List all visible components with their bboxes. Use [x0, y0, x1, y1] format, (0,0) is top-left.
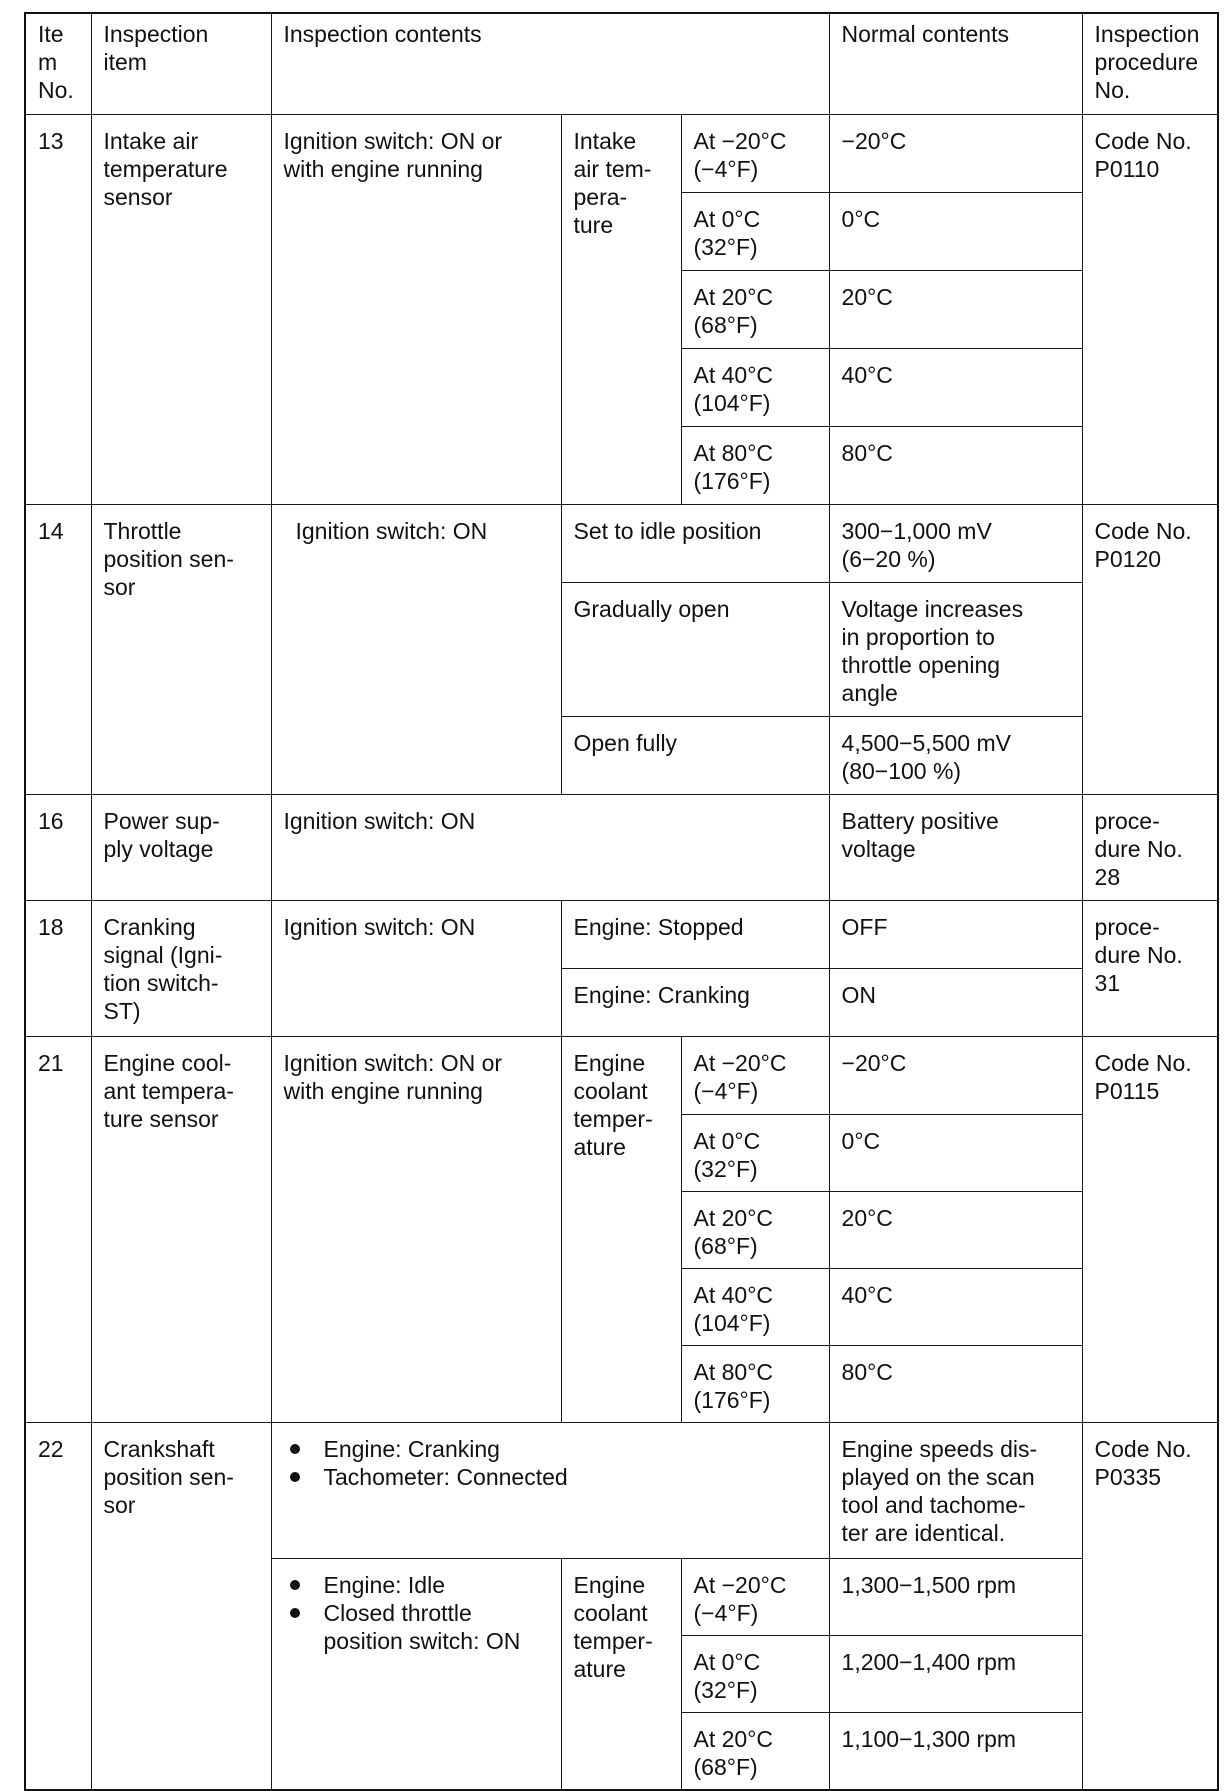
table-row — [25, 1423, 1218, 1559]
procedure-16: proce- dure No. 28 — [1082, 795, 1218, 901]
item-name-16: Power sup- ply voltage — [91, 795, 271, 901]
table-row — [25, 1037, 1218, 1115]
value-14-1: Voltage increases in proportion to throttle opening angle — [829, 583, 1082, 717]
temp-22-2: At 20°C (68°F) — [681, 1713, 829, 1791]
value-13-2: 20°C — [829, 271, 1082, 349]
temp-21-2: At 20°C (68°F) — [681, 1192, 829, 1269]
condition-22-b — [271, 1559, 561, 1791]
header-normal-contents: Normal contents — [829, 13, 1082, 115]
item-no-22: 22 — [25, 1423, 91, 1791]
procedure-18: proce- dure No. 31 — [1082, 901, 1218, 1037]
value-18-0: OFF — [829, 901, 1082, 969]
check-18-0: Engine: Stopped — [561, 901, 829, 969]
value-13-0: −20°C — [829, 115, 1082, 193]
condition-13: Ignition switch: ON or with engine running — [271, 115, 561, 505]
condition-21: Ignition switch: ON or with engine running — [271, 1037, 561, 1423]
value-14-0: 300−1,000 mV (6−20 %) — [829, 505, 1082, 583]
temp-13-3: At 40°C (104°F) — [681, 349, 829, 427]
bullet-item: Engine: Cranking — [284, 1435, 819, 1463]
item-no-18: 18 — [25, 901, 91, 1037]
temp-21-1: At 0°C (32°F) — [681, 1115, 829, 1192]
condition-22-a — [271, 1423, 829, 1559]
item-no-13: 13 — [25, 115, 91, 505]
temp-21-3: At 40°C (104°F) — [681, 1269, 829, 1346]
header-inspection-item: Inspection item — [91, 13, 271, 115]
value-22-1: 1,200−1,400 rpm — [829, 1636, 1082, 1713]
item-name-13: Intake air temperature sensor — [91, 115, 271, 505]
value-22-2: 1,100−1,300 rpm — [829, 1713, 1082, 1791]
item-name-22: Crankshaft position sen- sor — [91, 1423, 271, 1791]
inspection-table — [24, 12, 1219, 1791]
value-21-2: 20°C — [829, 1192, 1082, 1269]
temp-21-4: At 80°C (176°F) — [681, 1346, 829, 1423]
check-14-2: Open fully — [561, 717, 829, 795]
item-name-18: Cranking signal (Igni- tion switch- ST) — [91, 901, 271, 1037]
check-18-1: Engine: Cranking — [561, 969, 829, 1037]
temp-22-0: At −20°C (−4°F) — [681, 1559, 829, 1636]
value-22-0: 1,300−1,500 rpm — [829, 1559, 1082, 1636]
item-name-14: Throttle position sen- sor — [91, 505, 271, 795]
sub-label-13: Intake air tem- pera- ture — [561, 115, 681, 505]
sub-label-22: Engine coolant temper- ature — [561, 1559, 681, 1791]
table-row — [25, 505, 1218, 583]
condition-18: Ignition switch: ON — [271, 901, 561, 1037]
value-18-1: ON — [829, 969, 1082, 1037]
value-21-3: 40°C — [829, 1269, 1082, 1346]
item-name-21: Engine cool- ant tempera- ture sensor — [91, 1037, 271, 1423]
condition-16: Ignition switch: ON — [271, 795, 829, 901]
value-22-a: Engine speeds dis- played on the scan tool and tachome- ter are identical. — [829, 1423, 1082, 1559]
value-14-2: 4,500−5,500 mV (80−100 %) — [829, 717, 1082, 795]
value-21-1: 0°C — [829, 1115, 1082, 1192]
temp-13-2: At 20°C (68°F) — [681, 271, 829, 349]
item-no-16: 16 — [25, 795, 91, 901]
temp-22-1: At 0°C (32°F) — [681, 1636, 829, 1713]
value-21-0: −20°C — [829, 1037, 1082, 1115]
bullet-item: Closed throttle position switch: ON — [284, 1599, 551, 1655]
item-no-14: 14 — [25, 505, 91, 795]
temp-13-4: At 80°C (176°F) — [681, 427, 829, 505]
value-13-4: 80°C — [829, 427, 1082, 505]
condition-14: Ignition switch: ON — [271, 505, 561, 795]
header-item-no: Item No. — [25, 13, 91, 115]
check-14-0: Set to idle position — [561, 505, 829, 583]
inspection-table-page — [24, 12, 1217, 1791]
value-13-3: 40°C — [829, 349, 1082, 427]
procedure-13: Code No. P0110 — [1082, 115, 1218, 505]
value-21-4: 80°C — [829, 1346, 1082, 1423]
sub-label-21: Engine coolant temper- ature — [561, 1037, 681, 1423]
header-row — [25, 13, 1218, 115]
procedure-14: Code No. P0120 — [1082, 505, 1218, 795]
header-inspection-contents: Inspection contents — [271, 13, 829, 115]
item-no-21: 21 — [25, 1037, 91, 1423]
temp-21-0: At −20°C (−4°F) — [681, 1037, 829, 1115]
temp-13-0: At −20°C (−4°F) — [681, 115, 829, 193]
value-13-1: 0°C — [829, 193, 1082, 271]
table-row — [25, 115, 1218, 193]
table-row — [25, 901, 1218, 969]
bullet-item: Engine: Idle — [284, 1571, 551, 1599]
temp-13-1: At 0°C (32°F) — [681, 193, 829, 271]
table-row — [25, 795, 1218, 901]
bullet-list — [284, 1435, 819, 1491]
procedure-21: Code No. P0115 — [1082, 1037, 1218, 1423]
procedure-22: Code No. P0335 — [1082, 1423, 1218, 1791]
bullet-list — [284, 1571, 551, 1655]
check-14-1: Gradually open — [561, 583, 829, 717]
value-16: Battery positive voltage — [829, 795, 1082, 901]
bullet-item: Tachometer: Connected — [284, 1463, 819, 1491]
header-procedure-no: Inspection procedure No. — [1082, 13, 1218, 115]
